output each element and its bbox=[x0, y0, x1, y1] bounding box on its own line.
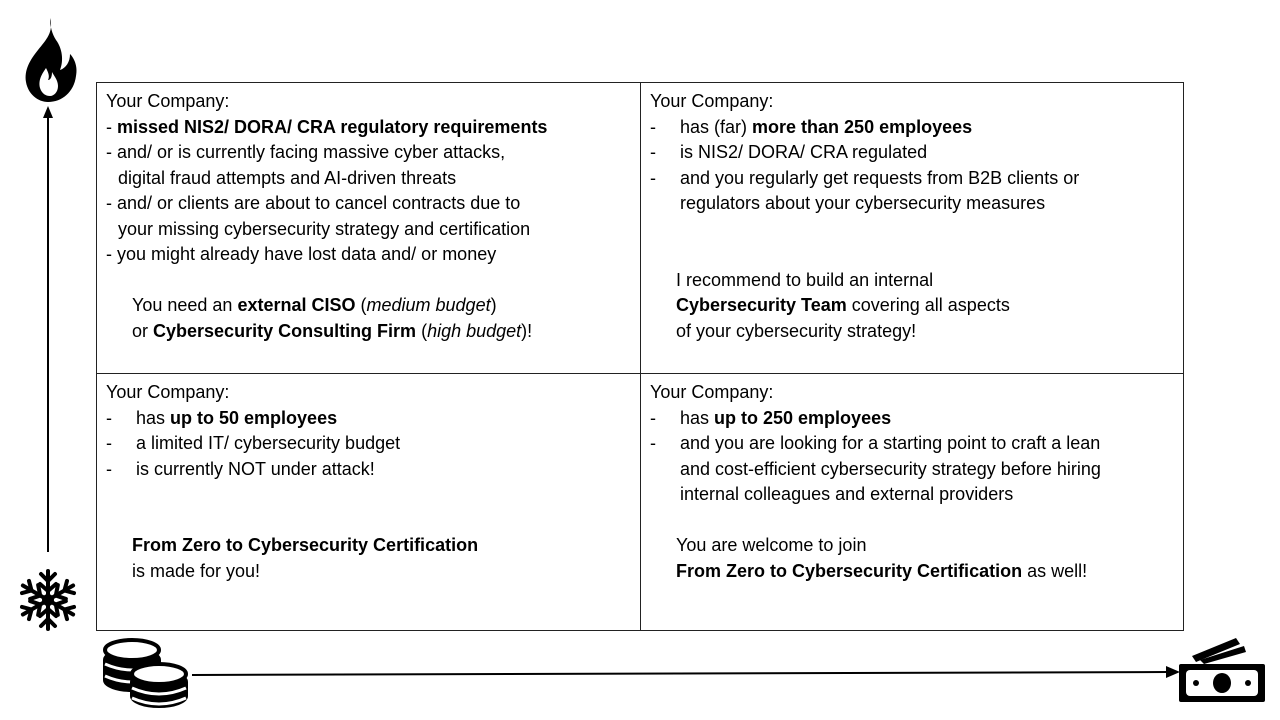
bullet-item-continuation: your missing cybersecurity strategy and certification bbox=[118, 218, 531, 239]
banknotes-icon bbox=[1176, 634, 1268, 706]
bullet-item: - you might already have lost data and/ or money bbox=[106, 244, 497, 264]
vertical-axis-arrow bbox=[40, 104, 56, 554]
bullet-item: - has up to 250 employees bbox=[650, 407, 892, 428]
bullet-item: - and/ or is currently facing massive cyber attacks, bbox=[106, 142, 506, 162]
quadrant-bottom-right bbox=[650, 380, 1101, 584]
recommendation-line: is made for you! bbox=[132, 560, 261, 581]
recommendation-line: You need an external CISO (medium budget) bbox=[132, 295, 497, 315]
quadrant-header: Your Company: bbox=[650, 382, 774, 402]
bullet-item-continuation: digital fraud attempts and AI-driven threats bbox=[118, 167, 457, 188]
recommendation-line: I recommend to build an internal bbox=[676, 269, 934, 290]
quadrant-matrix bbox=[96, 82, 1184, 631]
bullet-item: - is currently NOT under attack! bbox=[106, 458, 375, 479]
spacer bbox=[106, 268, 547, 294]
snowflake-icon bbox=[16, 567, 80, 633]
vertical-divider bbox=[640, 83, 641, 630]
bullet-item: - has up to 50 employees bbox=[106, 407, 338, 428]
recommendation-line: From Zero to Cybersecurity Certification bbox=[132, 535, 479, 555]
bullet-item: - a limited IT/ cybersecurity budget bbox=[106, 433, 401, 453]
recommendation-line: or Cybersecurity Consulting Firm (high budget)! bbox=[132, 320, 533, 341]
bullet-item: - and you are looking for a starting point to craft a lean bbox=[650, 433, 1101, 453]
recommendation-line: Cybersecurity Team covering all aspects bbox=[676, 295, 1010, 315]
bullet-item-continuation: and cost-efficient cybersecurity strategy before hiring bbox=[680, 458, 1101, 479]
quadrant-top-left bbox=[106, 89, 547, 344]
horizontal-divider bbox=[97, 373, 1183, 374]
quadrant-header: Your Company: bbox=[106, 91, 230, 111]
bullet-item: - missed NIS2/ DORA/ CRA regulatory requirements bbox=[106, 116, 548, 137]
recommendation-line: of your cybersecurity strategy! bbox=[676, 320, 917, 341]
bullet-item: - has (far) more than 250 employees bbox=[650, 116, 973, 137]
quadrant-bottom-left bbox=[106, 380, 478, 584]
spacer bbox=[650, 508, 1101, 534]
coins-icon bbox=[100, 636, 192, 712]
fire-icon bbox=[16, 16, 80, 104]
bullet-item-continuation: internal colleagues and external providers bbox=[680, 484, 1014, 504]
spacer bbox=[106, 508, 478, 534]
horizontal-axis-arrow bbox=[190, 664, 1182, 682]
quadrant-header: Your Company: bbox=[650, 91, 774, 111]
recommendation-line: You are welcome to join bbox=[676, 535, 867, 555]
bullet-item: - and/ or clients are about to cancel contracts due to bbox=[106, 193, 521, 213]
quadrant-header: Your Company: bbox=[106, 382, 230, 402]
bullet-item: - is NIS2/ DORA/ CRA regulated bbox=[650, 142, 928, 162]
quadrant-top-right bbox=[650, 89, 1079, 344]
spacer bbox=[650, 242, 1079, 268]
spacer bbox=[650, 217, 1079, 243]
bullet-item: - and you regularly get requests from B2B clients or bbox=[650, 167, 1080, 188]
spacer bbox=[106, 482, 478, 508]
bullet-item-continuation: regulators about your cybersecurity measures bbox=[680, 193, 1046, 213]
recommendation-line: From Zero to Cybersecurity Certification as well! bbox=[676, 560, 1088, 581]
